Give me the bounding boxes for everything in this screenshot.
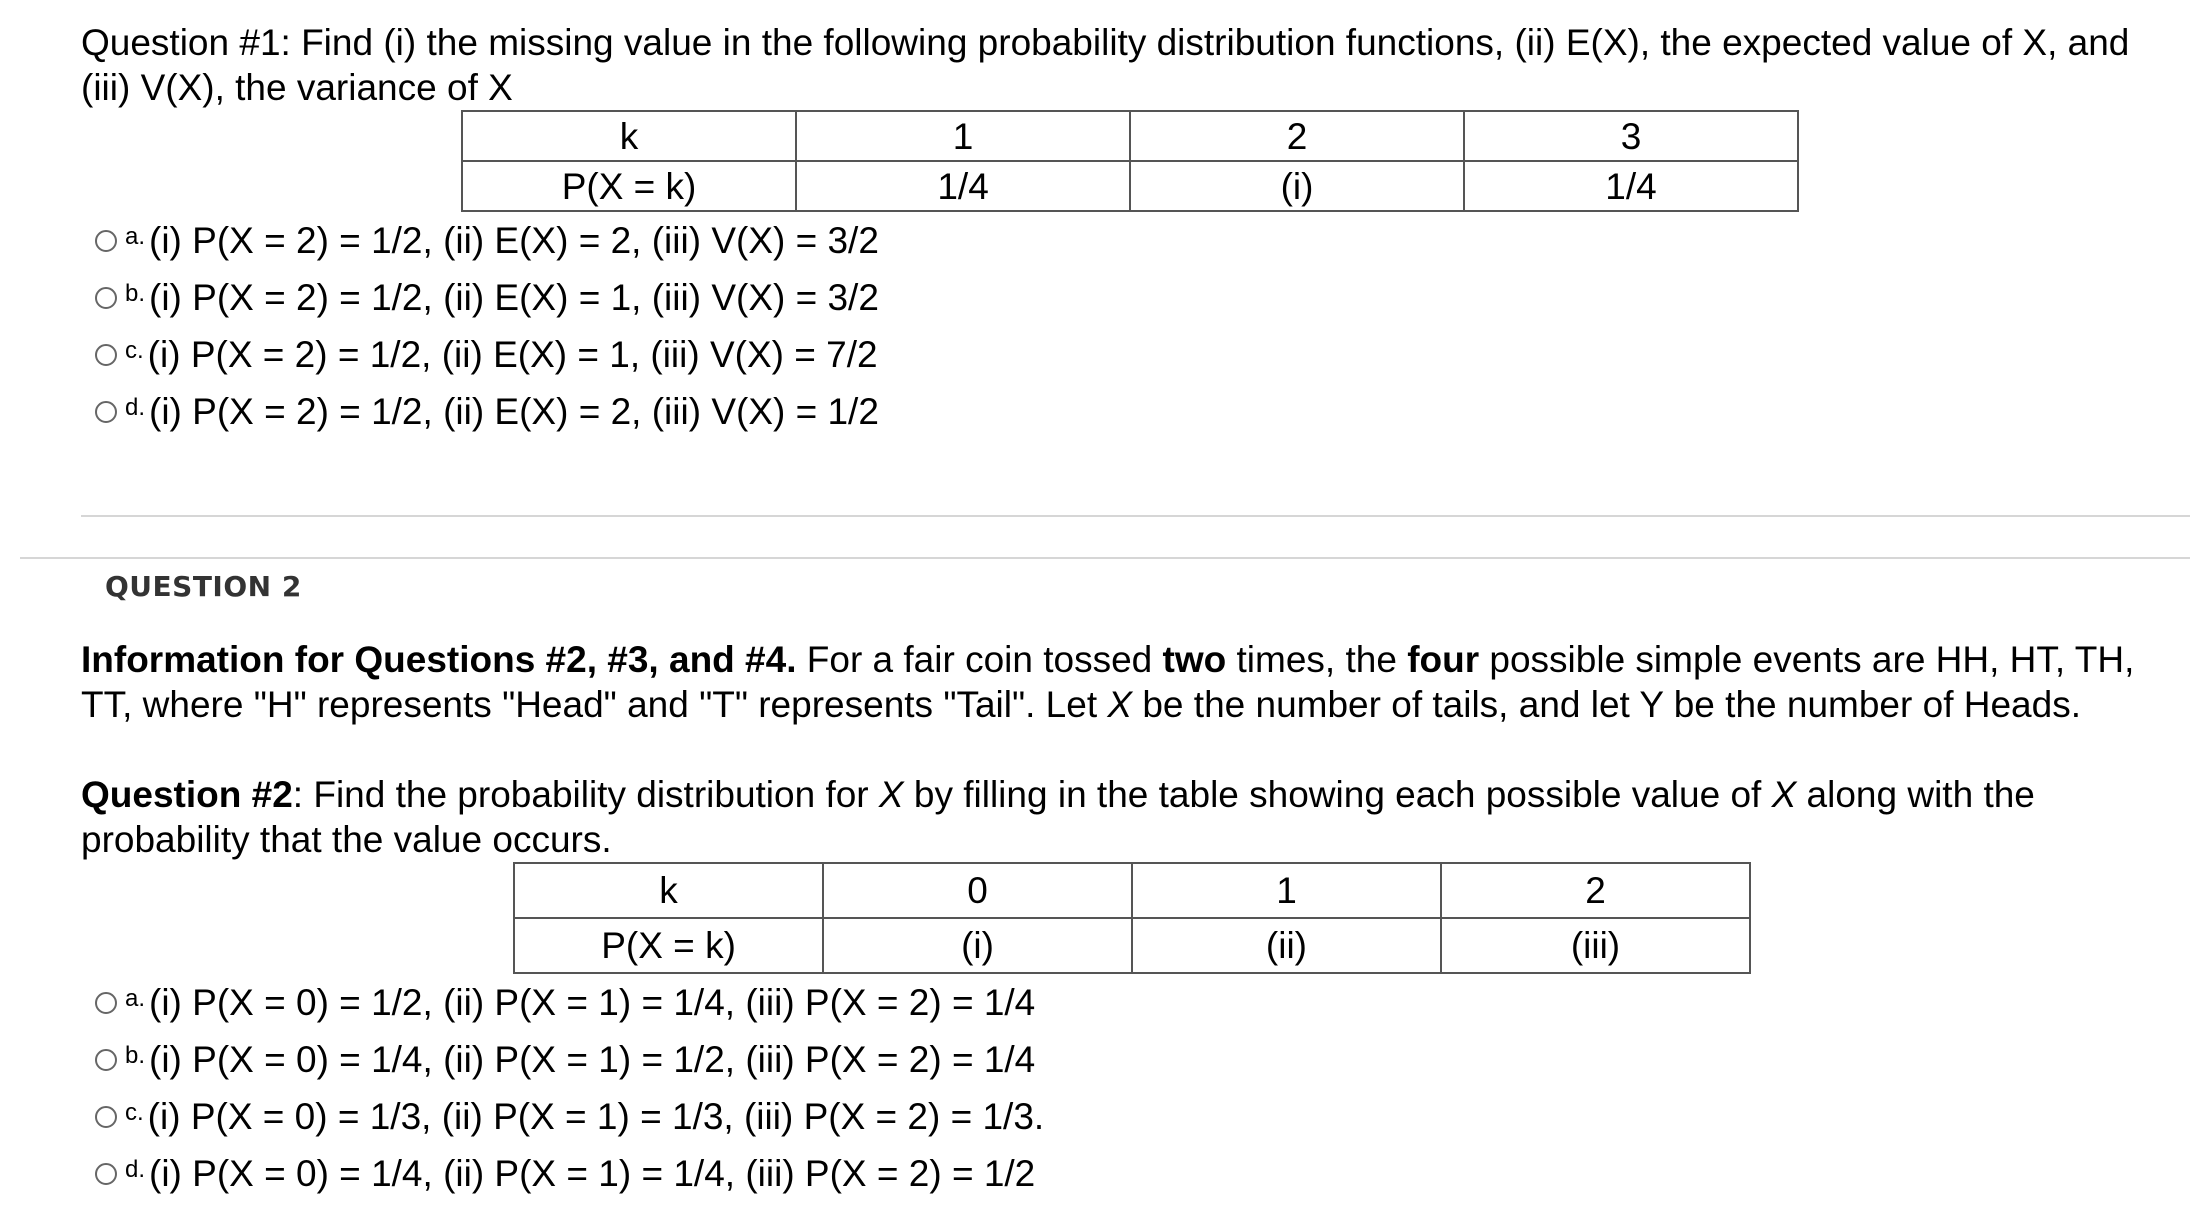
- radio-button-c[interactable]: [95, 1106, 117, 1128]
- table-row: [514, 863, 1750, 918]
- table-row: [462, 111, 1798, 161]
- prompt-text-segment: : Find the probability distribution for: [292, 774, 879, 815]
- radio-button-d[interactable]: [95, 1163, 117, 1185]
- table-row-label: P(X = k): [514, 918, 823, 973]
- question-1: [81, 20, 2161, 440]
- question-2-prompt: [81, 772, 2171, 862]
- radio-button-b[interactable]: [95, 1049, 117, 1071]
- option-text[interactable]: (i) P(X = 0) = 1/4, (ii) P(X = 1) = 1/4, (iii) P(X = 2) = 1/2: [149, 1152, 1036, 1194]
- radio-button-d[interactable]: [95, 401, 117, 423]
- option-letter: d.: [125, 1155, 146, 1183]
- table-header-cell: 3: [1464, 111, 1798, 161]
- answer-option-d[interactable]: [81, 1145, 2171, 1202]
- answer-option-d[interactable]: [81, 383, 2161, 440]
- question-2: [81, 637, 2171, 1202]
- table-header-label: k: [514, 863, 823, 918]
- table-cell: (i): [823, 918, 1132, 973]
- table-row: [514, 918, 1750, 973]
- option-text[interactable]: (i) P(X = 0) = 1/3, (ii) P(X = 1) = 1/3, (iii) P(X = 2) = 1/3.: [147, 1095, 1045, 1137]
- option-letter: a.: [125, 984, 146, 1012]
- table-cell: 1/4: [1464, 161, 1798, 211]
- table-header-cell: 1: [1132, 863, 1441, 918]
- question-2-distribution-table: [513, 862, 1751, 974]
- answer-option-a[interactable]: [81, 974, 2171, 1031]
- variable-x: X: [878, 774, 904, 815]
- option-letter: a.: [125, 222, 146, 250]
- info-text-segment: be the number of tails, and let Y be the number of Heads.: [1132, 684, 2081, 725]
- info-text-segment: possible simple events are HH, HT, TH, TT, where "H" represents "Head" and "T" represents "Tail". Let: [81, 639, 2135, 725]
- question-2-heading: QUESTION 2: [105, 570, 302, 603]
- question-divider: [81, 515, 2190, 517]
- option-text[interactable]: (i) P(X = 0) = 1/4, (ii) P(X = 1) = 1/2, (iii) P(X = 2) = 1/4: [149, 1038, 1036, 1080]
- info-lead: Information for Questions #2, #3, and #4.: [81, 639, 797, 680]
- prompt-text-segment: along with the probability that the value occurs.: [81, 774, 2035, 860]
- option-text[interactable]: (i) P(X = 0) = 1/2, (ii) P(X = 1) = 1/4, (iii) P(X = 2) = 1/4: [149, 981, 1036, 1023]
- option-letter: d.: [125, 393, 146, 421]
- table-row-label: P(X = k): [462, 161, 796, 211]
- table-cell: (i): [1130, 161, 1464, 211]
- option-letter: b.: [125, 1041, 146, 1069]
- option-letter: b.: [125, 279, 146, 307]
- radio-button-b[interactable]: [95, 287, 117, 309]
- radio-button-a[interactable]: [95, 230, 117, 252]
- variable-x: X: [1771, 774, 1797, 815]
- option-text[interactable]: (i) P(X = 2) = 1/2, (ii) E(X) = 1, (iii) V(X) = 7/2: [147, 333, 878, 375]
- table-header-cell: 1: [796, 111, 1130, 161]
- prompt-text-segment: by filling in the table showing each possible value of: [903, 774, 1772, 815]
- answer-option-a[interactable]: [81, 212, 2161, 269]
- answer-option-c[interactable]: [81, 1088, 2171, 1145]
- question-2-info-text: [81, 637, 2171, 727]
- table-header-cell: 0: [823, 863, 1132, 918]
- question-2-options: [81, 974, 2171, 1202]
- answer-option-b[interactable]: [81, 269, 2161, 326]
- option-text[interactable]: (i) P(X = 2) = 1/2, (ii) E(X) = 1, (iii) V(X) = 3/2: [149, 276, 879, 318]
- info-bold-four: four: [1407, 639, 1480, 680]
- table-cell: 1/4: [796, 161, 1130, 211]
- variable-x: X: [1107, 684, 1133, 725]
- option-text[interactable]: (i) P(X = 2) = 1/2, (ii) E(X) = 2, (iii) V(X) = 1/2: [149, 390, 879, 432]
- section-divider: [20, 557, 2190, 559]
- table-cell: (ii): [1132, 918, 1441, 973]
- option-text[interactable]: (i) P(X = 2) = 1/2, (ii) E(X) = 2, (iii) V(X) = 3/2: [149, 219, 879, 261]
- radio-button-a[interactable]: [95, 992, 117, 1014]
- question-1-prompt: Question #1: Find (i) the missing value in the following probability distribution functions, (ii) E(X), the expected value of X, and (iii) V(X), the variance of X: [81, 22, 2130, 108]
- question-1-options: [81, 212, 2161, 440]
- table-cell: (iii): [1441, 918, 1750, 973]
- table-header-cell: 2: [1130, 111, 1464, 161]
- radio-button-c[interactable]: [95, 344, 117, 366]
- prompt-lead: Question #2: [81, 774, 293, 815]
- option-letter: c.: [125, 336, 144, 364]
- option-letter: c.: [125, 1098, 144, 1126]
- answer-option-c[interactable]: [81, 326, 2161, 383]
- table-header-cell: 2: [1441, 863, 1750, 918]
- info-bold-two: two: [1162, 639, 1227, 680]
- table-row: [462, 161, 1798, 211]
- info-text-segment: times, the: [1226, 639, 1408, 680]
- info-text-segment: For a fair coin tossed: [796, 639, 1163, 680]
- question-1-distribution-table: [461, 110, 1799, 212]
- answer-option-b[interactable]: [81, 1031, 2171, 1088]
- table-header-label: k: [462, 111, 796, 161]
